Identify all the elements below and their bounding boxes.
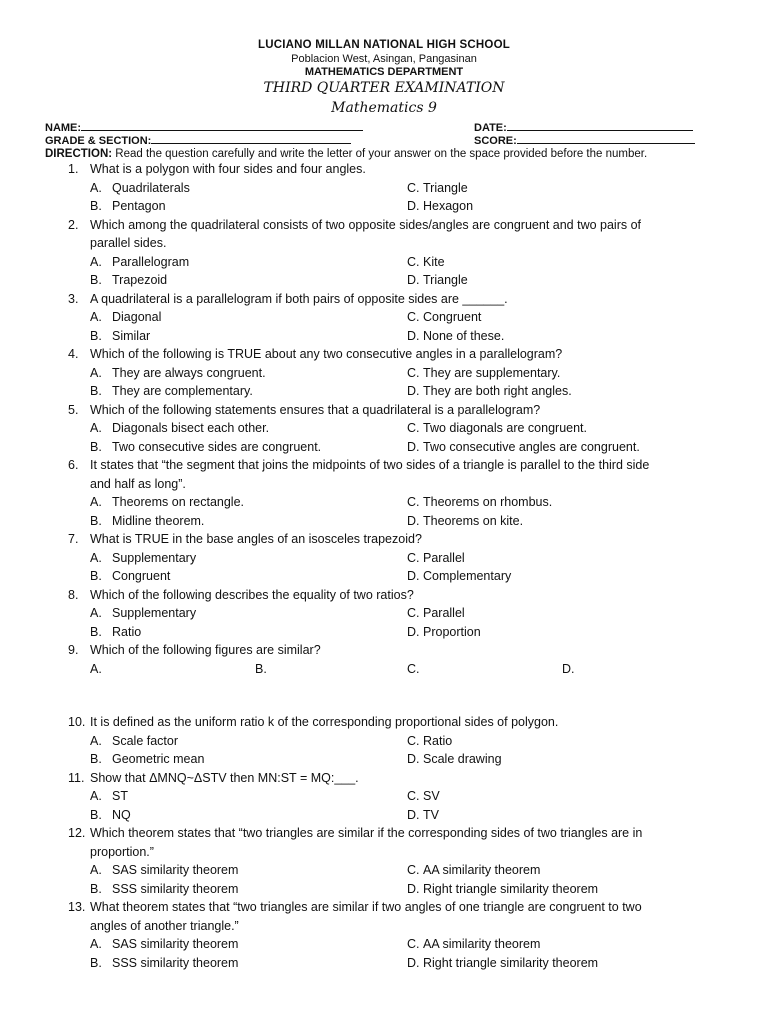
- date-blank[interactable]: [507, 121, 693, 131]
- question-7-option-a: [90, 551, 196, 565]
- question-1-option-c: [407, 181, 468, 195]
- option-letter: D.: [407, 955, 420, 970]
- option-text: Pentagon: [112, 199, 166, 213]
- question-number: 8.: [68, 587, 79, 602]
- option-letter: D.: [407, 199, 420, 213]
- question-line: Which among the quadrilateral consists of two opposite sides/angles are congruent and two pairs of: [90, 217, 642, 232]
- question-number: 6.: [68, 458, 79, 472]
- question-7-option-d: [407, 569, 511, 583]
- question-1-option-b: [90, 199, 166, 213]
- question-8-option-d: [407, 625, 481, 639]
- question-11-option-a: [90, 789, 128, 803]
- school-address: Poblacion West, Asingan, Pangasinan: [291, 53, 477, 65]
- option-letter: A.: [90, 180, 102, 195]
- question-6-option-c: [407, 495, 552, 509]
- option-letter: D.: [407, 513, 420, 528]
- question-8-option-b: [90, 625, 141, 639]
- question-12-option-b: [90, 882, 238, 896]
- question-8-option-c: [407, 606, 465, 620]
- question-13-text: [68, 900, 642, 914]
- question-line: Which of the following is TRUE about any two consecutive angles in a parallelogram?: [90, 347, 563, 361]
- option-text: SAS similarity theorem: [112, 937, 239, 952]
- name-label: NAME:: [45, 122, 82, 134]
- question-line: What is a polygon with four sides and four angles.: [90, 162, 366, 176]
- question-line: Which theorem states that “two triangles are similar if the corresponding sides of two triangles are in: [90, 826, 643, 841]
- option-letter: B.: [90, 955, 102, 970]
- option-letter: A.: [90, 937, 102, 952]
- option-letter: B.: [90, 569, 102, 583]
- option-text: Trapezoid: [112, 273, 168, 287]
- option-letter: B.: [90, 273, 102, 287]
- score-blank[interactable]: [517, 134, 695, 144]
- option-text: TV: [423, 807, 439, 822]
- question-line: angles of another triangle.”: [90, 918, 239, 933]
- option-text: SAS similarity theorem: [112, 863, 239, 878]
- option-letter: B.: [90, 624, 102, 639]
- direction-label: DIRECTION:: [45, 148, 113, 160]
- question-10-option-a: [90, 734, 178, 748]
- score-label: SCORE:: [474, 135, 517, 147]
- question-13-option-c: [407, 937, 540, 951]
- question-5-text: [68, 403, 540, 417]
- option-letter: A.: [90, 310, 102, 324]
- option-text: Geometric mean: [112, 752, 205, 767]
- option-text: NQ: [112, 807, 131, 822]
- question-number: 2.: [68, 217, 79, 232]
- option-letter: D.: [407, 273, 420, 287]
- question-4-option-c: [407, 366, 560, 380]
- grade-section-label: GRADE & SECTION:: [45, 135, 152, 147]
- question-number: 3.: [68, 291, 79, 306]
- question-7-option-c: [407, 551, 465, 565]
- option-letter: D.: [407, 807, 420, 822]
- question-11-option-b: [90, 808, 131, 822]
- question-4-option-b: [90, 384, 253, 398]
- question-line: proportion.”: [90, 844, 154, 859]
- date-field[interactable]: [474, 121, 693, 134]
- option-text: Scale factor: [112, 733, 179, 748]
- option-letter: C.: [407, 495, 420, 509]
- question-10-option-b: [90, 752, 204, 766]
- option-letter: B.: [90, 439, 102, 454]
- question-line: Show that ΔMNQ~ΔSTV then MN:ST = MQ:___.: [90, 770, 359, 785]
- option-letter: D.: [407, 439, 420, 454]
- option-text: Two diagonals are congruent.: [423, 421, 587, 435]
- question-8-option-a: [90, 606, 196, 620]
- question-line: What theorem states that “two triangles are similar if two angles of one triangle are congruent to two: [90, 900, 642, 915]
- option-text: Supplementary: [112, 606, 197, 620]
- question-5-option-d: [407, 440, 640, 454]
- question-5-option-b: [90, 440, 321, 454]
- option-letter: B.: [90, 881, 102, 896]
- option-letter: B.: [90, 199, 102, 213]
- option-letter: C.: [407, 661, 420, 676]
- question-2-text-cont: [90, 236, 166, 250]
- option-text: Quadrilaterals: [112, 180, 190, 195]
- question-line: and half as long”.: [90, 476, 186, 491]
- score-field[interactable]: [474, 134, 695, 147]
- option-text: Ratio: [423, 733, 453, 748]
- option-text: They are complementary.: [112, 384, 253, 398]
- option-text: SSS similarity theorem: [112, 955, 239, 970]
- question-12-text: [68, 826, 642, 840]
- option-text: Two consecutive angles are congruent.: [423, 439, 640, 454]
- question-6-option-d: [407, 514, 523, 528]
- option-letter: B.: [90, 752, 102, 767]
- option-letter: C.: [407, 310, 420, 324]
- question-6-option-b: [90, 514, 204, 528]
- question-line: Which of the following statements ensures that a quadrilateral is a parallelogram?: [90, 402, 541, 417]
- option-text: Right triangle similarity theorem: [423, 955, 599, 970]
- question-line: parallel sides.: [90, 236, 167, 250]
- question-12-option-d: [407, 882, 598, 896]
- question-number: 11.: [68, 770, 85, 785]
- grade-section-blank[interactable]: [151, 134, 351, 144]
- question-11-text: [68, 771, 359, 785]
- question-number: 9.: [68, 643, 79, 657]
- option-text: Parallel: [423, 606, 465, 620]
- option-letter: D.: [407, 384, 420, 398]
- option-text: Diagonal: [112, 310, 162, 324]
- option-letter: A.: [90, 421, 102, 435]
- name-field[interactable]: [45, 121, 363, 134]
- option-letter: C.: [407, 550, 420, 565]
- question-number: 13.: [68, 900, 86, 915]
- option-letter: D.: [407, 328, 420, 343]
- option-letter: A.: [90, 606, 102, 620]
- option-letter: A.: [90, 495, 102, 509]
- question-13-text-cont: [90, 919, 239, 933]
- option-letter: D.: [407, 881, 420, 896]
- question-6-text: [68, 458, 649, 472]
- question-number: 5.: [68, 402, 79, 417]
- question-13-option-a: [90, 937, 238, 951]
- question-3-option-c: [407, 310, 481, 324]
- option-letter: A.: [90, 550, 102, 565]
- subject-title: Mathematics 9: [331, 100, 437, 116]
- option-letter: C.: [407, 365, 420, 380]
- option-letter: C.: [407, 937, 420, 952]
- option-text: They are both right angles.: [423, 384, 572, 398]
- question-3-text: [68, 292, 508, 306]
- option-text: Ratio: [112, 624, 142, 639]
- option-letter: D.: [407, 752, 420, 767]
- option-letter: B.: [255, 661, 267, 676]
- question-13-option-b: [90, 956, 238, 970]
- question-3-option-b: [90, 329, 150, 343]
- option-letter: A.: [90, 789, 102, 804]
- option-letter: C.: [407, 789, 420, 804]
- option-text: Congruent: [423, 310, 482, 324]
- option-text: None of these.: [423, 328, 505, 343]
- question-10-option-d: [407, 752, 502, 766]
- option-letter: D.: [562, 661, 575, 676]
- question-9-option-d: [562, 662, 575, 676]
- question-11-option-c: [407, 789, 440, 803]
- question-line: Which of the following figures are similar?: [90, 643, 321, 657]
- option-text: AA similarity theorem: [423, 863, 541, 878]
- question-5-option-a: [90, 421, 269, 435]
- option-letter: B.: [90, 513, 102, 528]
- option-text: AA similarity theorem: [423, 937, 541, 952]
- option-letter: C.: [407, 606, 420, 620]
- question-line: A quadrilateral is a parallelogram if both pairs of opposite sides are ______.: [90, 291, 508, 306]
- option-text: Complementary: [423, 569, 512, 583]
- school-name: LUCIANO MILLAN NATIONAL HIGH SCHOOL: [258, 39, 510, 51]
- option-text: Similar: [112, 328, 151, 343]
- option-text: ST: [112, 789, 128, 804]
- option-letter: A.: [90, 863, 102, 878]
- question-line: What is TRUE in the base angles of an isosceles trapezoid?: [90, 532, 422, 546]
- question-5-option-c: [407, 421, 587, 435]
- option-letter: B.: [90, 328, 102, 343]
- question-2-option-c: [407, 255, 445, 269]
- option-text: Parallelogram: [112, 254, 190, 269]
- question-12-text-cont: [90, 845, 154, 859]
- option-letter: B.: [90, 384, 102, 398]
- option-text: Diagonals bisect each other.: [112, 421, 270, 435]
- question-number: 1.: [68, 162, 79, 176]
- question-2-text: [68, 218, 641, 232]
- name-blank[interactable]: [81, 121, 363, 131]
- option-letter: C.: [407, 254, 420, 269]
- option-text: Triangle: [423, 273, 468, 287]
- direction-body: Read the question carefully and write the letter of your answer on the space provided before the number.: [112, 148, 648, 160]
- option-text: Supplementary: [112, 550, 197, 565]
- question-10-option-c: [407, 734, 452, 748]
- question-9-option-a: [90, 662, 102, 676]
- option-text: Theorems on rhombus.: [423, 495, 553, 509]
- option-letter: A.: [90, 365, 102, 380]
- question-line: It is defined as the uniform ratio k of the corresponding proportional sides of polygon.: [90, 715, 559, 730]
- option-letter: D.: [407, 624, 420, 639]
- grade-section-field[interactable]: [45, 134, 351, 147]
- question-8-text: [68, 588, 414, 602]
- question-number: 12.: [68, 826, 86, 841]
- question-4-option-a: [90, 366, 266, 380]
- exam-title: THIRD QUARTER EXAMINATION: [263, 80, 505, 96]
- option-text: Two consecutive sides are congruent.: [112, 439, 322, 454]
- question-2-option-a: [90, 255, 189, 269]
- question-4-option-d: [407, 384, 572, 398]
- question-6-text-cont: [90, 477, 186, 491]
- question-9-option-c: [407, 662, 420, 676]
- question-2-option-b: [90, 273, 167, 287]
- option-text: They are supplementary.: [423, 365, 561, 380]
- question-12-option-a: [90, 863, 238, 877]
- direction-text: [45, 148, 647, 160]
- question-number: 10.: [68, 715, 86, 730]
- question-4-text: [68, 347, 562, 361]
- option-letter: C.: [407, 421, 420, 435]
- option-text: Theorems on kite.: [423, 513, 524, 528]
- option-text: Triangle: [423, 180, 468, 195]
- question-9-text: [68, 643, 321, 657]
- question-12-option-c: [407, 863, 540, 877]
- option-text: Right triangle similarity theorem: [423, 881, 599, 896]
- option-text: SSS similarity theorem: [112, 881, 239, 896]
- question-number: 7.: [68, 532, 79, 546]
- department-name: MATHEMATICS DEPARTMENT: [304, 66, 464, 78]
- option-letter: B.: [90, 807, 102, 822]
- option-text: Congruent: [112, 569, 171, 583]
- question-10-text: [68, 715, 558, 729]
- question-9-option-b: [255, 662, 267, 676]
- option-letter: A.: [90, 661, 102, 676]
- question-1-text: [68, 162, 366, 176]
- question-13-option-d: [407, 956, 598, 970]
- option-text: Parallel: [423, 550, 465, 565]
- question-11-option-d: [407, 808, 439, 822]
- option-text: Kite: [423, 254, 445, 269]
- option-text: Theorems on rectangle.: [112, 495, 245, 509]
- option-text: SV: [423, 789, 440, 804]
- option-letter: C.: [407, 863, 420, 878]
- option-text: Proportion: [423, 624, 481, 639]
- option-letter: A.: [90, 254, 102, 269]
- option-letter: C.: [407, 180, 420, 195]
- option-letter: C.: [407, 733, 420, 748]
- question-7-text: [68, 532, 422, 546]
- option-letter: A.: [90, 733, 102, 748]
- question-line: It states that “the segment that joins the midpoints of two sides of a triangle is parallel to the third side: [90, 458, 650, 472]
- option-text: They are always congruent.: [112, 365, 266, 380]
- question-7-option-b: [90, 569, 170, 583]
- date-label: DATE:: [474, 122, 507, 134]
- question-number: 4.: [68, 347, 79, 361]
- question-1-option-d: [407, 199, 473, 213]
- question-2-option-d: [407, 273, 468, 287]
- question-3-option-d: [407, 329, 504, 343]
- question-6-option-a: [90, 495, 244, 509]
- question-1-option-a: [90, 181, 190, 195]
- option-letter: D.: [407, 569, 420, 583]
- option-text: Scale drawing: [423, 752, 502, 767]
- question-3-option-a: [90, 310, 161, 324]
- option-text: Midline theorem.: [112, 513, 205, 528]
- question-line: Which of the following describes the equality of two ratios?: [90, 587, 414, 602]
- option-text: Hexagon: [423, 199, 474, 213]
